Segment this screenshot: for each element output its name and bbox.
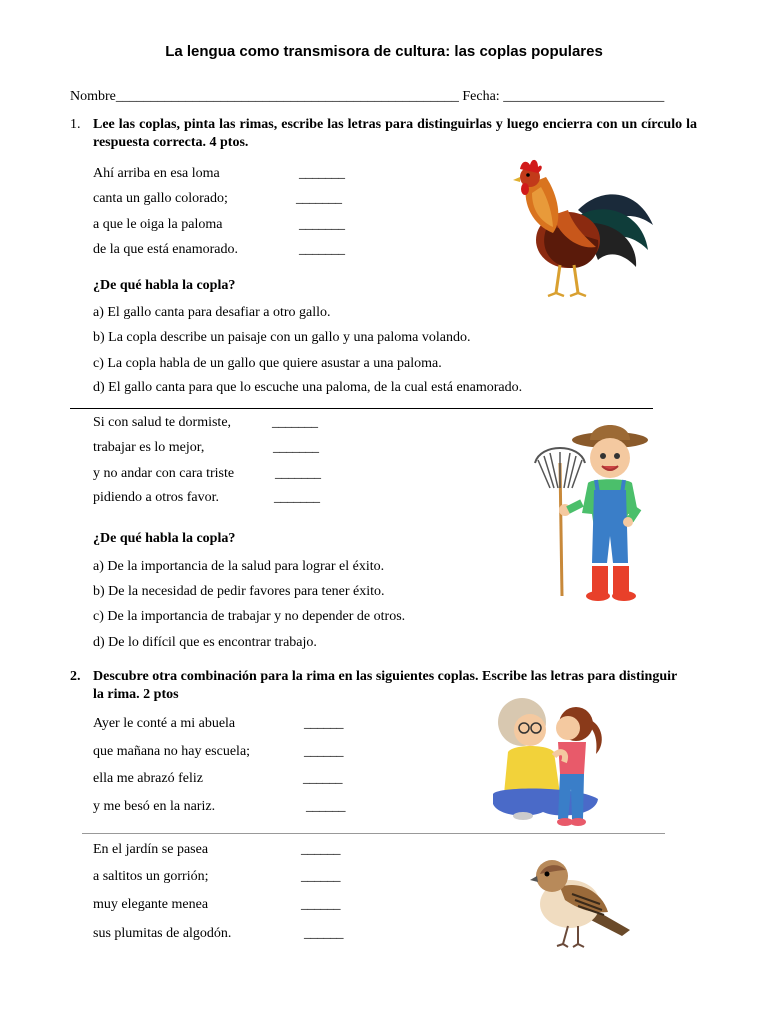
rhyme-letter-blank[interactable]: ______: [306, 799, 345, 814]
rhyme-letter-blank[interactable]: _______: [274, 490, 320, 505]
copla-2-option-a[interactable]: a) De la importancia de la salud para lograr el éxito.: [93, 559, 385, 574]
copla-2-verse-3: y no andar con cara triste: [93, 466, 235, 481]
rhyme-letter-blank[interactable]: _______: [273, 440, 319, 455]
page-title: La lengua como transmisora de cultura: las coplas populares: [165, 43, 603, 60]
copla-1-verse-3: a que le oiga la paloma: [93, 217, 223, 232]
copla-4-verse-4: sus plumitas de algodón.: [93, 926, 232, 941]
rhyme-letter-blank[interactable]: ______: [304, 744, 343, 759]
question-1-instruction: Lee las coplas, pinta las rimas, escribe las letras para distinguirlas y luego encierra con un círculo la respuesta correcta. 4 ptos.: [93, 117, 697, 150]
copla-2-verse-2: trabajar es lo mejor,: [93, 440, 205, 455]
rhyme-letter-blank[interactable]: _______: [299, 166, 345, 181]
rhyme-letter-blank[interactable]: ______: [304, 926, 343, 941]
rhyme-letter-blank[interactable]: _______: [272, 415, 318, 430]
copla-1-verse-4: de la que está enamorado.: [93, 242, 238, 257]
section-divider: [82, 833, 665, 834]
rhyme-letter-blank[interactable]: ______: [301, 869, 340, 884]
copla-2-verse-4: pidiendo a otros favor.: [93, 490, 219, 505]
rhyme-letter-blank[interactable]: _______: [299, 217, 345, 232]
copla-1-option-b[interactable]: b) La copla describe un paisaje con un gallo y una paloma volando.: [93, 330, 471, 345]
question-1-number: 1.: [70, 117, 81, 132]
grandmother-child-illustration: [488, 694, 608, 829]
question-2-instruction: Descubre otra combinación para la rima en las siguientes coplas. Escribe las letras para distinguir la rima. 2 ptos: [93, 669, 677, 702]
copla-1-option-d[interactable]: d) El gallo canta para que lo escuche una paloma, de la cual está enamorado.: [93, 380, 523, 395]
rhyme-letter-blank[interactable]: _______: [299, 242, 345, 257]
rhyme-letter-blank[interactable]: ______: [301, 897, 340, 912]
rhyme-letter-blank[interactable]: ______: [301, 842, 340, 857]
copla-1-verse-1: Ahí arriba en esa loma: [93, 166, 220, 181]
copla-2-option-c[interactable]: c) De la importancia de trabajar y no depender de otros.: [93, 609, 406, 624]
copla-3-verse-3: ella me abrazó feliz: [93, 771, 203, 786]
name-date-line: Nombre_________________________________________________ Fecha: _______________________: [70, 89, 665, 104]
rooster-illustration: [508, 155, 658, 302]
rhyme-letter-blank[interactable]: _______: [275, 466, 321, 481]
question-2-number: 2.: [70, 669, 81, 684]
copla-1-option-c[interactable]: c) La copla habla de un gallo que quiere asustar a una paloma.: [93, 356, 442, 371]
copla-4-verse-3: muy elegante menea: [93, 897, 209, 912]
section-divider: [70, 408, 653, 409]
copla-1-verse-2: canta un gallo colorado;: [93, 191, 228, 206]
rhyme-letter-blank[interactable]: ______: [303, 771, 342, 786]
copla-1-option-a[interactable]: a) El gallo canta para desafiar a otro gallo.: [93, 305, 331, 320]
copla-3-verse-4: y me besó en la nariz.: [93, 799, 216, 814]
copla-1-question: ¿De qué habla la copla?: [93, 278, 236, 293]
rhyme-letter-blank[interactable]: ______: [304, 716, 343, 731]
copla-2-verse-1: Si con salud te dormiste,: [93, 415, 232, 430]
copla-4-verse-2: a saltitos un gorrión;: [93, 869, 209, 884]
sparrow-illustration: [530, 852, 635, 952]
copla-2-option-d[interactable]: d) De lo difícil que es encontrar trabajo.: [93, 635, 317, 650]
copla-2-option-b[interactable]: b) De la necesidad de pedir favores para tener éxito.: [93, 584, 385, 599]
copla-3-verse-1: Ayer le conté a mi abuela: [93, 716, 236, 731]
farmer-illustration: [530, 418, 660, 603]
rhyme-letter-blank[interactable]: _______: [296, 191, 342, 206]
copla-2-question: ¿De qué habla la copla?: [93, 531, 236, 546]
copla-4-verse-1: En el jardín se pasea: [93, 842, 209, 857]
copla-3-verse-2: que mañana no hay escuela;: [93, 744, 251, 759]
